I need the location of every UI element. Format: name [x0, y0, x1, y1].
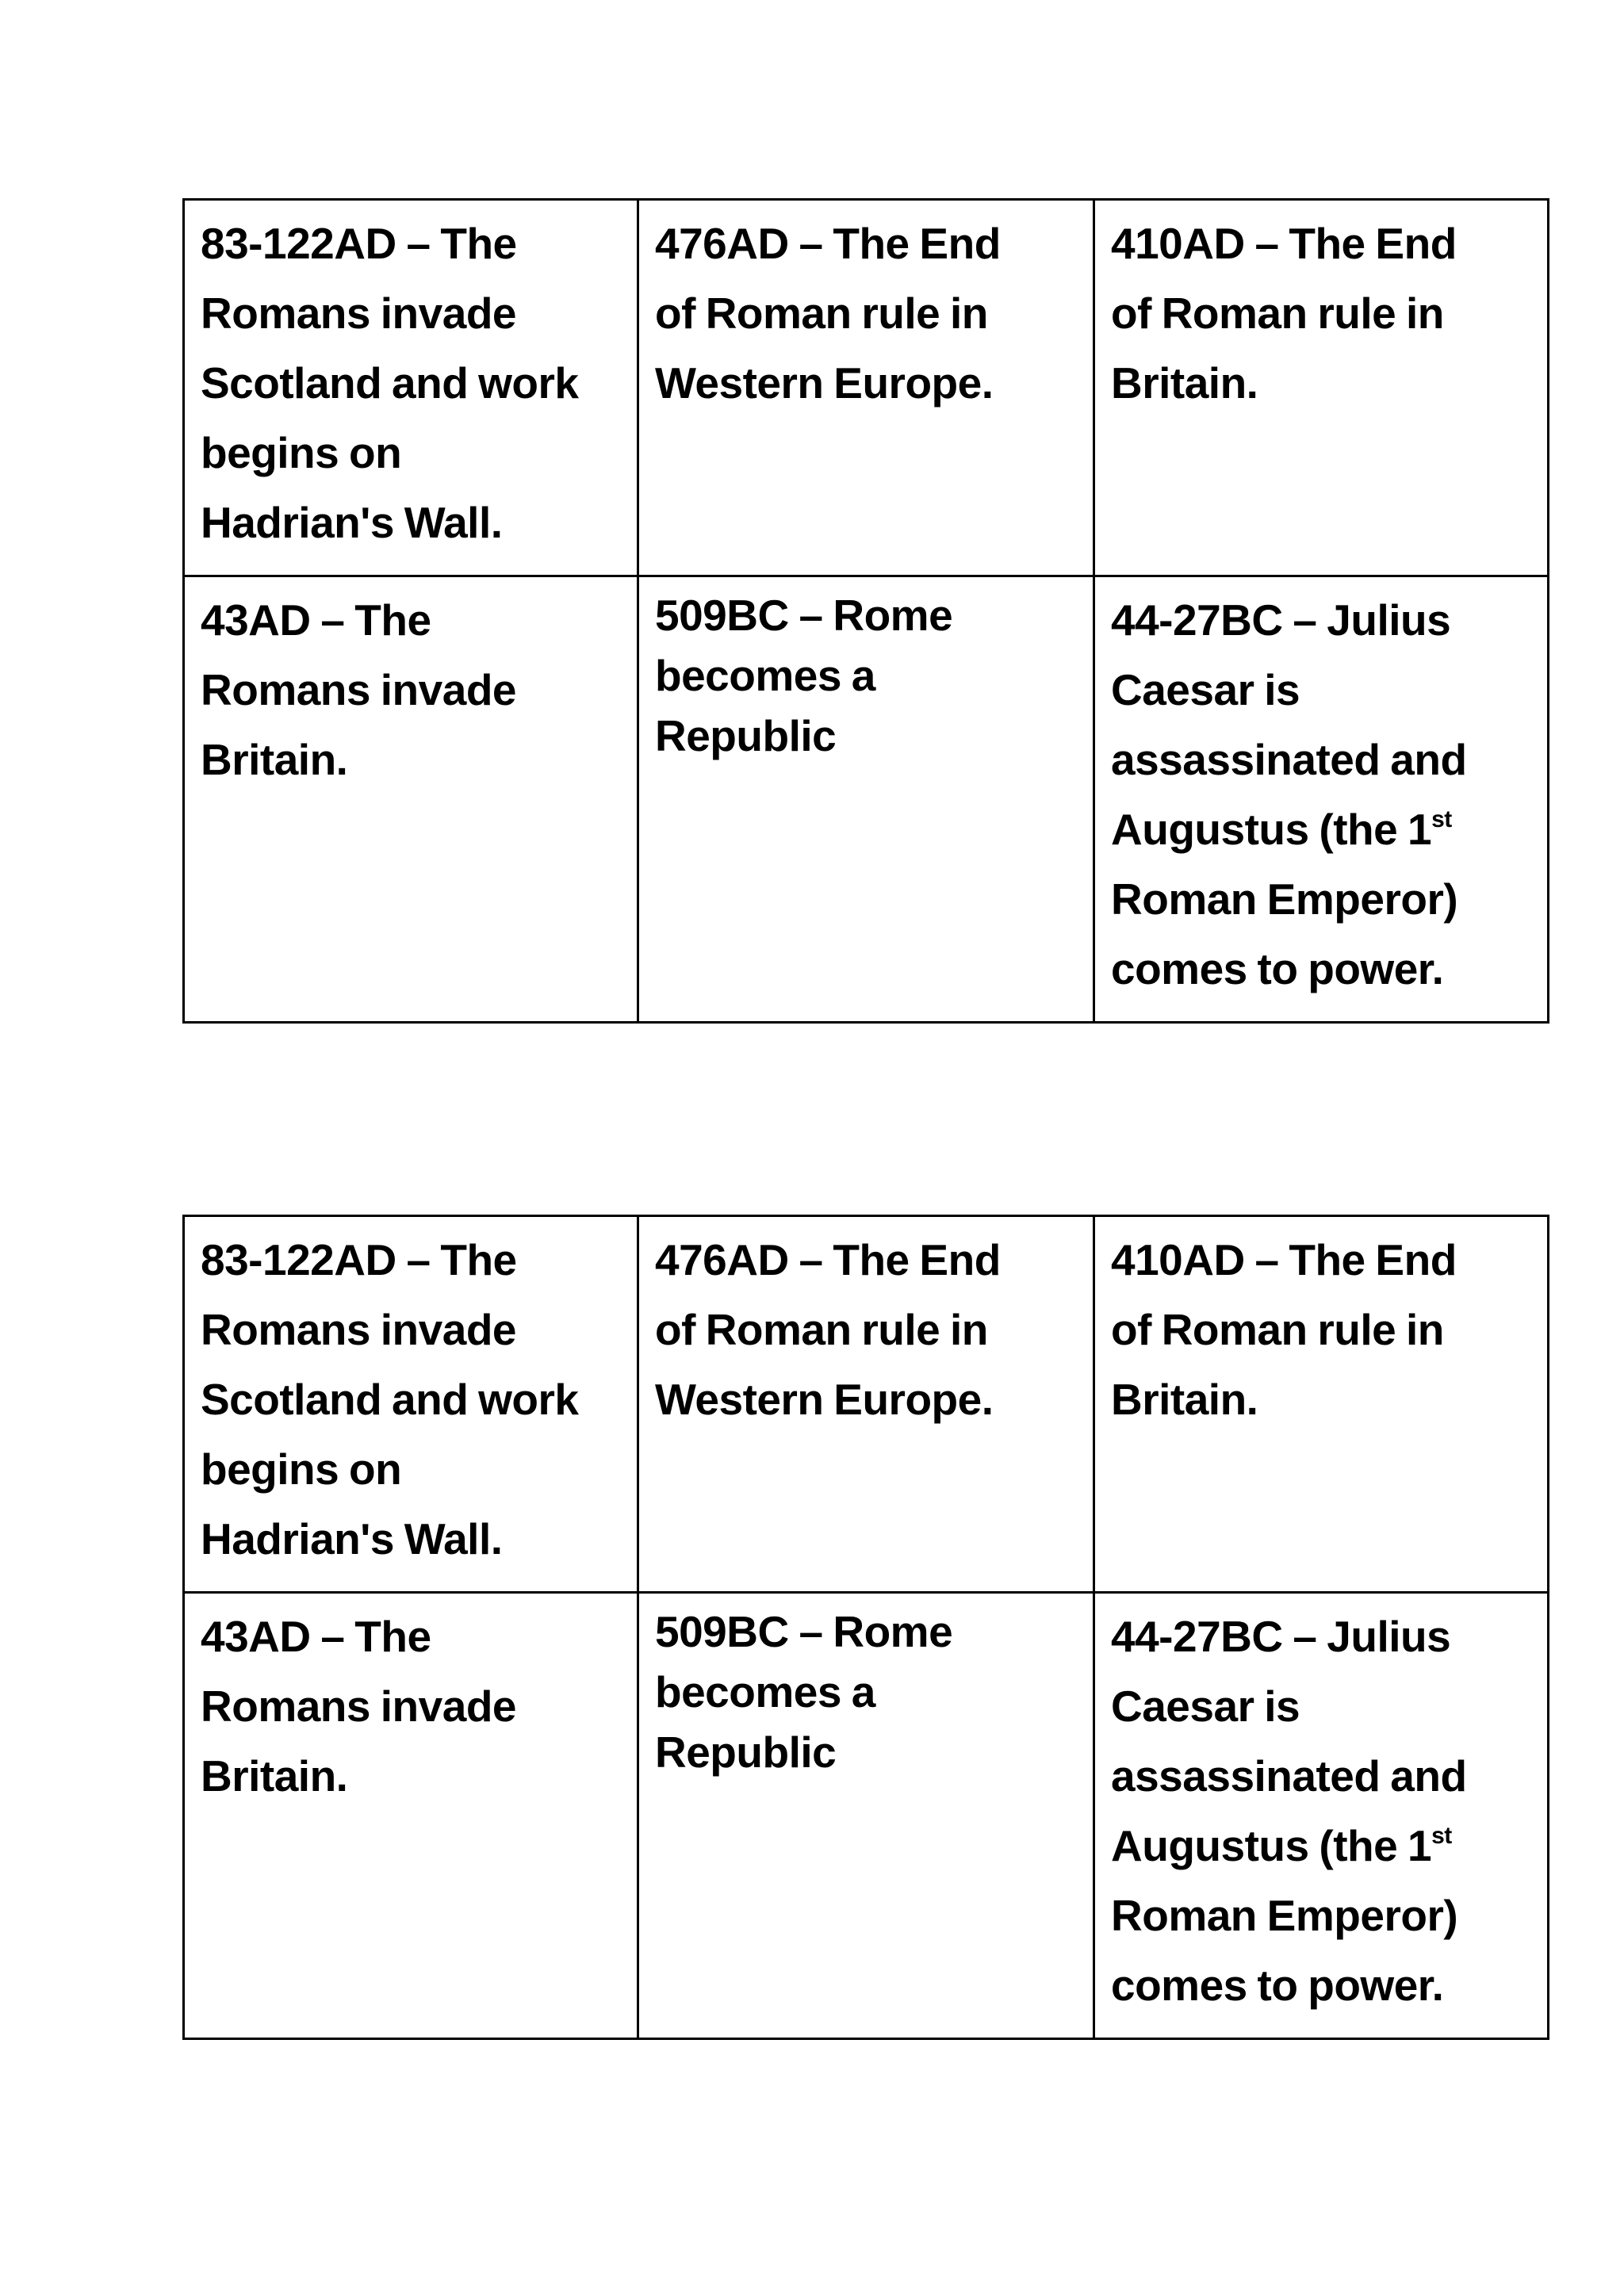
- ordinal-superscript: st: [1431, 1823, 1452, 1849]
- card-text-line: 410AD – The End: [1111, 219, 1457, 268]
- card-43ad: [184, 1593, 638, 2039]
- timeline-card-table-1: [182, 198, 1549, 1024]
- card-text-line: Romans invade: [201, 665, 517, 714]
- table-row: [184, 576, 1549, 1023]
- card-text-line: Hadrian's Wall.: [201, 1514, 503, 1563]
- card-text-line: Republic: [655, 711, 837, 760]
- card-text-fragment: Augustus (the 1: [1111, 805, 1432, 854]
- table-row: [184, 1216, 1549, 1593]
- card-44-27bc: [1094, 576, 1549, 1023]
- card-text-line: comes to power.: [1111, 944, 1444, 993]
- card-text-line: Caesar is: [1111, 1682, 1300, 1731]
- card-509bc: [638, 1593, 1094, 2039]
- card-text-line: Republic: [655, 1728, 837, 1777]
- card-410ad: [1094, 200, 1549, 576]
- card-text-fragment: Augustus (the 1: [1111, 1821, 1432, 1870]
- card-text-line: Scotland and work: [201, 1375, 579, 1424]
- card-text-line: Romans invade: [201, 1682, 517, 1731]
- card-text-line: Romans invade: [201, 1305, 517, 1354]
- card-text-line: 43AD – The: [201, 1612, 431, 1661]
- card-text-line: Romans invade: [201, 289, 517, 338]
- timeline-card-table-2: [182, 1215, 1549, 2040]
- card-text-line-ordinal: [1111, 794, 1534, 864]
- card-83-122ad: [184, 1216, 638, 1593]
- card-text-line: Roman Emperor): [1111, 874, 1458, 924]
- card-text-line: of Roman rule in: [1111, 289, 1444, 338]
- card-text-line: Western Europe.: [655, 358, 994, 408]
- card-text-line: 509BC – Rome: [655, 1607, 953, 1656]
- card-text-line: of Roman rule in: [655, 289, 988, 338]
- ordinal-superscript: st: [1431, 806, 1452, 832]
- card-text-line: of Roman rule in: [655, 1305, 988, 1354]
- card-text-line: Hadrian's Wall.: [201, 498, 503, 547]
- table-row: [184, 200, 1549, 576]
- card-44-27bc: [1094, 1593, 1549, 2039]
- card-text-line: Roman Emperor): [1111, 1891, 1458, 1940]
- card-text-line: Britain.: [1111, 1375, 1258, 1424]
- card-text-line: 476AD – The End: [655, 219, 1001, 268]
- card-text-line: Britain.: [201, 735, 348, 784]
- card-text-line: 83-122AD – The: [201, 1235, 517, 1284]
- card-text-line: of Roman rule in: [1111, 1305, 1444, 1354]
- card-text-line: 44-27BC – Julius: [1111, 595, 1451, 645]
- card-text-line: Britain.: [1111, 358, 1258, 408]
- card-text-line: Caesar is: [1111, 665, 1300, 714]
- card-text-line: comes to power.: [1111, 1961, 1444, 2010]
- table-row: [184, 1593, 1549, 2039]
- card-text-line: 44-27BC – Julius: [1111, 1612, 1451, 1661]
- card-476ad: [638, 1216, 1094, 1593]
- card-text-line: 410AD – The End: [1111, 1235, 1457, 1284]
- card-509bc: [638, 576, 1094, 1023]
- card-text-line: assassinated and: [1111, 1751, 1467, 1800]
- card-text-line: Britain.: [201, 1751, 348, 1800]
- card-text-line-ordinal: [1111, 1811, 1534, 1881]
- card-text-line: becomes a: [655, 1667, 875, 1716]
- card-43ad: [184, 576, 638, 1023]
- card-410ad: [1094, 1216, 1549, 1593]
- card-text-line: begins on: [201, 1445, 402, 1494]
- card-text-line: becomes a: [655, 651, 875, 700]
- card-text-line: Scotland and work: [201, 358, 579, 408]
- card-text-line: begins on: [201, 428, 402, 477]
- card-83-122ad: [184, 200, 638, 576]
- card-text-line: 509BC – Rome: [655, 591, 953, 640]
- card-text-line: 43AD – The: [201, 595, 431, 645]
- card-text-line: 476AD – The End: [655, 1235, 1001, 1284]
- card-text-line: assassinated and: [1111, 735, 1467, 784]
- card-476ad: [638, 200, 1094, 576]
- card-text-line: 83-122AD – The: [201, 219, 517, 268]
- card-text-line: Western Europe.: [655, 1375, 994, 1424]
